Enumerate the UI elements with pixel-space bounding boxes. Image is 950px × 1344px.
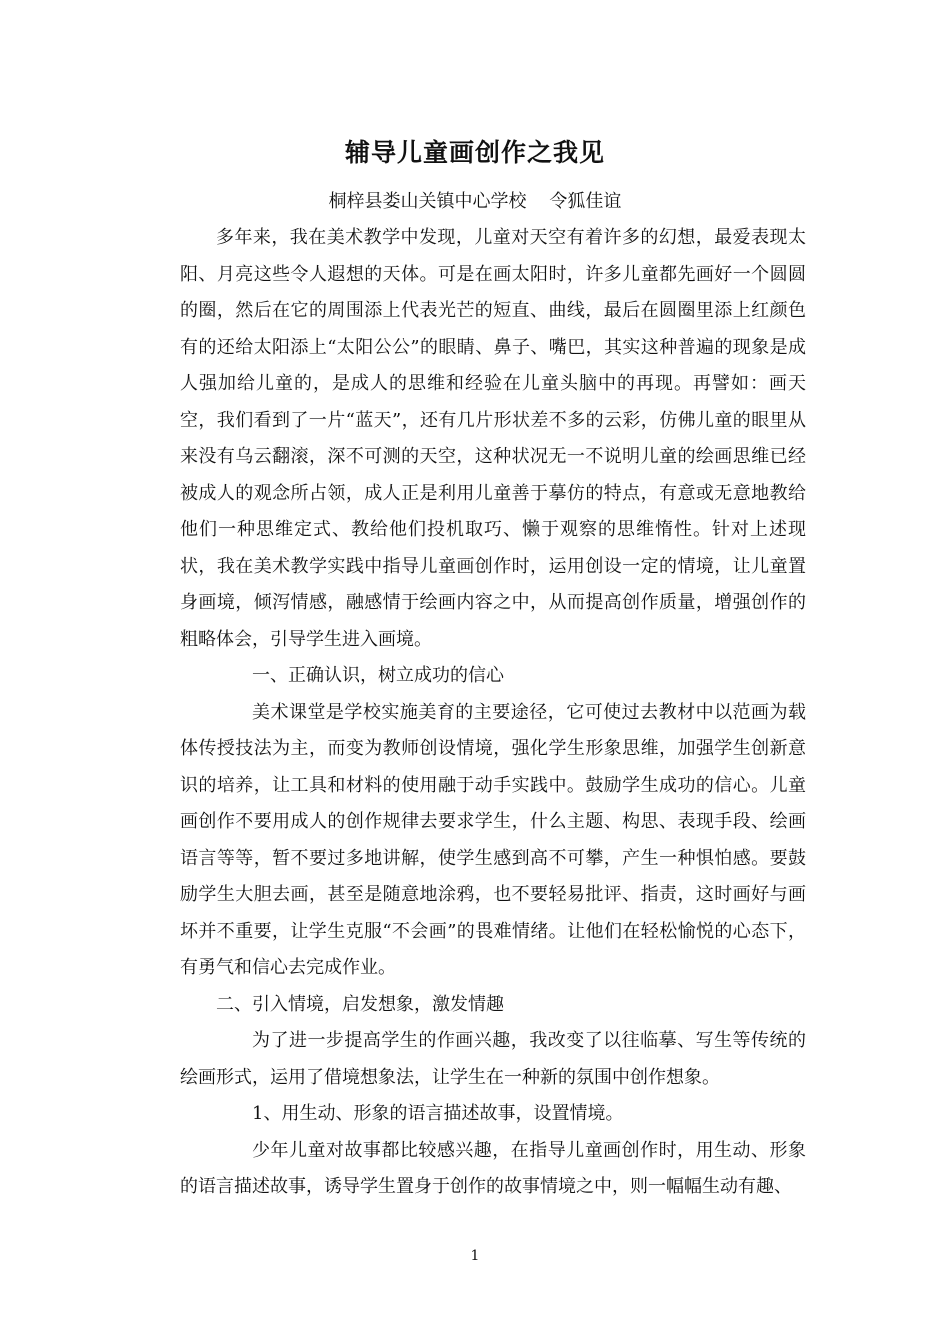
author-byline: 桐梓县娄山关镇中心学校 令狐佳谊 bbox=[328, 191, 622, 212]
section-heading-2: 二、引入情境，启发想象，激发情趣 bbox=[216, 993, 504, 1015]
document-title: 辅导儿童画创作之我见 bbox=[344, 138, 605, 167]
subsection-1-paragraph: 少年儿童对故事都比较感兴趣，在指导儿童画创作时，用生动、形象的语言描述故事，诱导学生置身于创作的故事情境之中，则一幅幅生动有趣、 bbox=[180, 1139, 806, 1197]
subsection-heading-1: 1、用生动、形象的语言描述故事，设置情境。 bbox=[252, 1103, 624, 1124]
page-number: 1 bbox=[470, 1248, 480, 1264]
document-body bbox=[180, 220, 806, 1206]
section-heading-1: 一、正确认识，树立成功的信心 bbox=[252, 665, 504, 686]
section-2-paragraph: 为了进一步提高学生的作画兴趣，我改变了以往临摹、写生等传统的绘画形式，运用了借境想象法，让学生在一种新的氛围中创作想象。 bbox=[180, 1030, 806, 1088]
section-1-paragraph: 美术课堂是学校实施美育的主要途径，它可使过去教材中以范画为载体传授技法为主，而变为教师创设情境，强化学生形象思维，加强学生创新意识的培养，让工具和材料的使用融于动手实践中。鼓励学生成功的信心。儿童画创作不要用成人的创作规律去要求学生，什么主题、构思、表现手段、绘画语言等等，暂不要过多地讲解，使学生感到高不可攀，产生一种惧怕感。要鼓励学生大胆去画，甚至是随意地涂鸦，也不要轻易批评、指责，这时画好与画坏并不重要，让学生克服“不会画”的畏难情绪。让他们在轻松愉悦的心态下，有勇气和信心去完成作业。 bbox=[180, 701, 806, 978]
intro-paragraph: 多年来，我在美术教学中发现，儿童对天空有着许多的幻想，最爱表现太阳、月亮这些令人遐想的天体。可是在画太阳时，许多儿童都先画好一个圆圆的圈，然后在它的周围添上代表光芒的短直、曲线，最后在圆圈里添上红颜色有的还给太阳添上“太阳公公”的眼睛、鼻子、嘴巴，其实这种普遍的现象是成人强加给儿童的，是成人的思维和经验在儿童头脑中的再现。再譬如：画天空，我们看到了一片“蓝天”，还有几片形状差不多的云彩，仿佛儿童的眼里从来没有乌云翻滚，深不可测的天空，这种状况无一不说明儿童的绘画思维已经被成人的观念所占领，成人正是利用儿童善于摹仿的特点，有意或无意地教给他们一种思维定式、教给他们投机取巧、懒于观察的思维惰性。针对上述现状，我在美术教学实践中指导儿童画创作时，运用创设一定的情境，让儿童置身画境，倾泻情感，融感情于绘画内容之中，从而提高创作质量，增强创作的粗略体会，引导学生进入画境。 bbox=[180, 227, 806, 650]
